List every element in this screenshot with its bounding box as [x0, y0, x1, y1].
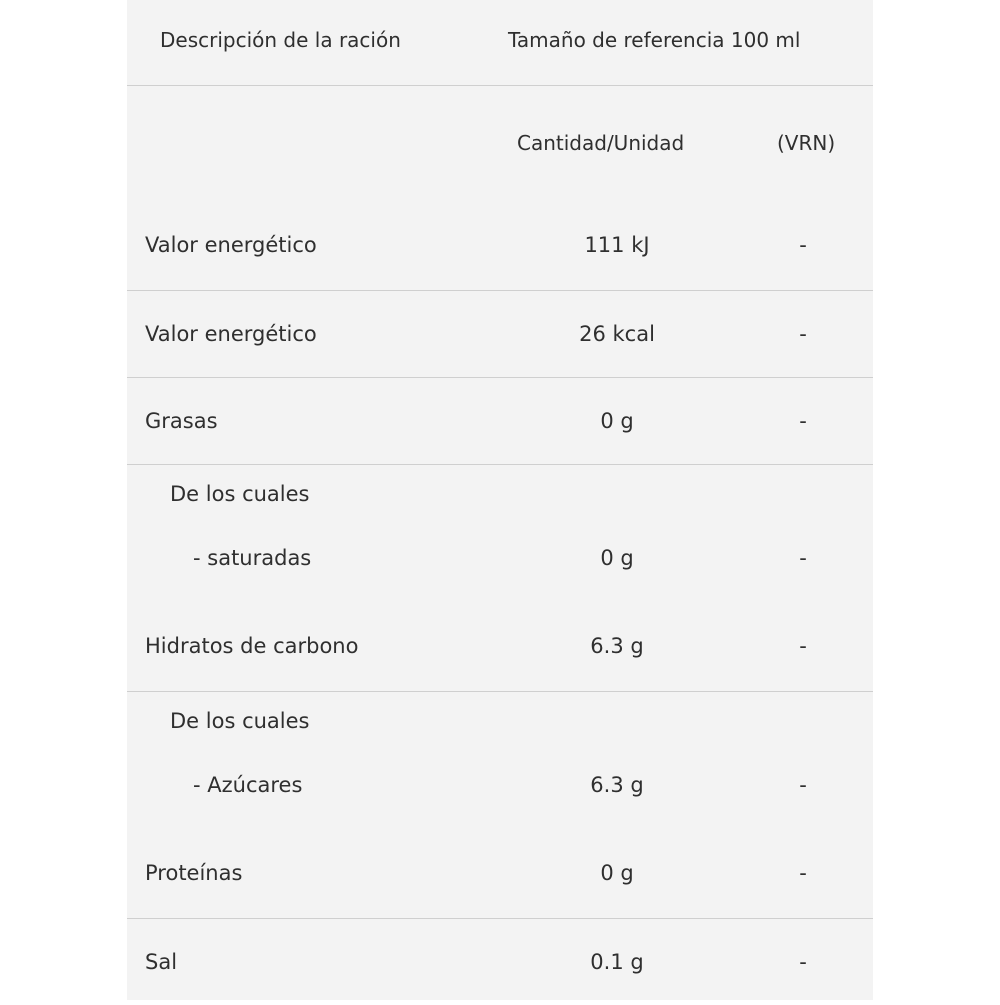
- row-label: - saturadas: [193, 546, 312, 570]
- table-row: [127, 919, 873, 1000]
- table-row: [127, 201, 873, 291]
- row-vrn: -: [799, 546, 807, 570]
- row-vrn: -: [799, 322, 807, 346]
- row-vrn: -: [799, 950, 807, 974]
- row-amount: 26 kcal: [579, 322, 655, 346]
- row-amount: 0 g: [600, 409, 634, 433]
- row-label: - Azúcares: [193, 773, 303, 797]
- row-label: Grasas: [145, 409, 218, 433]
- row-vrn: -: [799, 233, 807, 257]
- row-amount: 111 kJ: [584, 233, 650, 257]
- row-amount: 0 g: [600, 861, 634, 885]
- row-label: De los cuales: [170, 709, 310, 733]
- table-row: [127, 378, 873, 465]
- header-reference-size: Tamaño de referencia 100 ml: [508, 28, 801, 52]
- row-label: Valor energético: [145, 322, 317, 346]
- row-label: Sal: [145, 950, 178, 974]
- row-amount: 6.3 g: [590, 634, 644, 658]
- row-label: Hidratos de carbono: [145, 634, 359, 658]
- subheader-quantity: Cantidad/Unidad: [517, 131, 685, 155]
- table-row-group: [127, 465, 873, 692]
- row-vrn: -: [799, 861, 807, 885]
- row-label: De los cuales: [170, 482, 310, 506]
- header-description: Descripción de la ración: [160, 28, 401, 52]
- nutrition-table: [127, 0, 873, 1000]
- row-vrn: -: [799, 773, 807, 797]
- row-label: Valor energético: [145, 233, 317, 257]
- table-row: [127, 291, 873, 378]
- row-label: Proteínas: [145, 861, 243, 885]
- table-header: [127, 0, 873, 86]
- row-amount: 0 g: [600, 546, 634, 570]
- subheader-vrn: (VRN): [777, 131, 836, 155]
- column-subheader: [127, 86, 873, 201]
- row-vrn: -: [799, 634, 807, 658]
- row-amount: 6.3 g: [590, 773, 644, 797]
- row-vrn: -: [799, 409, 807, 433]
- table-row-group: [127, 692, 873, 919]
- row-amount: 0.1 g: [590, 950, 644, 974]
